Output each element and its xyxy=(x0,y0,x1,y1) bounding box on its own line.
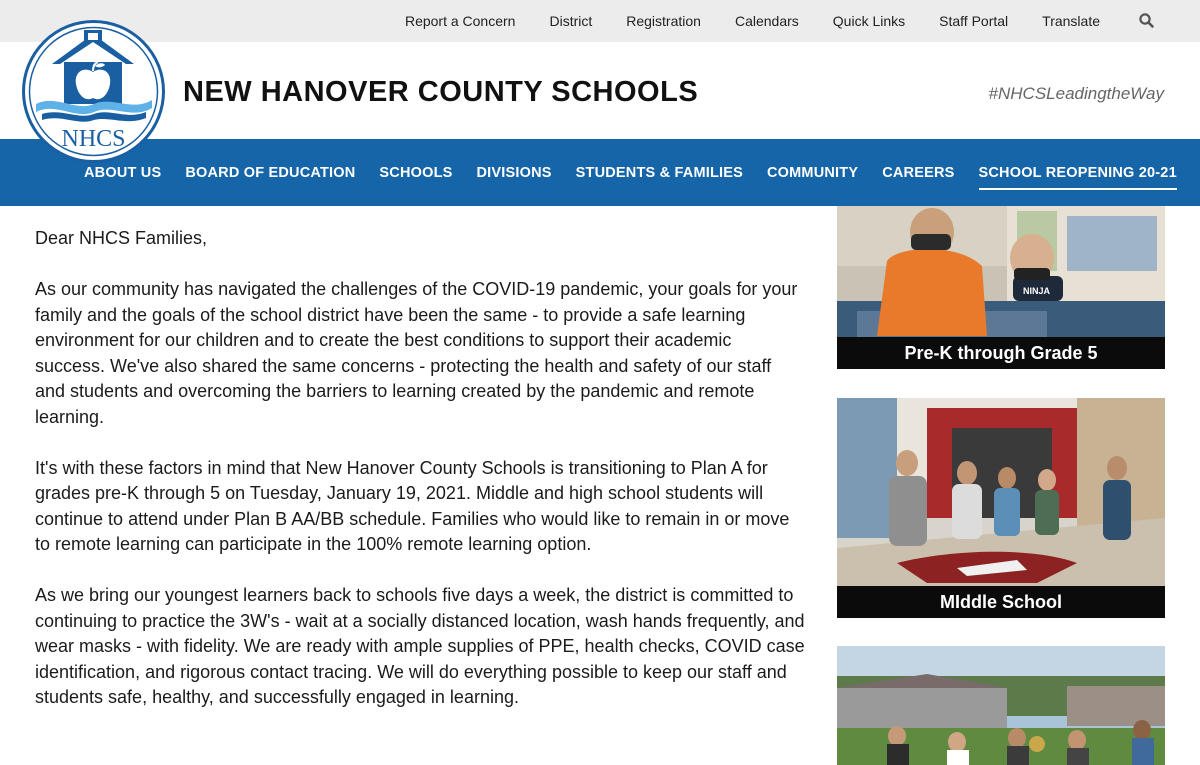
hashtag: #NHCSLeadingtheWay xyxy=(988,84,1164,103)
utility-link-registration[interactable]: Registration xyxy=(626,13,701,29)
card-high-school[interactable] xyxy=(837,646,1165,765)
nav-community[interactable]: COMMUNITY xyxy=(766,164,859,181)
utility-link-translate[interactable]: Translate xyxy=(1042,13,1100,29)
hallway-photo xyxy=(837,398,1165,618)
logo-text: NHCS xyxy=(61,126,126,152)
nav-divisions[interactable]: DIVISIONS xyxy=(476,164,552,181)
card-pre-k-grade-5[interactable] xyxy=(837,206,1165,369)
card-caption: Pre-K through Grade 5 xyxy=(837,337,1165,369)
letter-paragraph: As we bring our youngest learners back to schools five days a week, the district is committed to continuing to practice the 3W's - wait at a socially distanced location, wash hands frequently, and wear masks - with fidelity. We are ready with ample supplies of PPE, health checks, COVID case identification, and rigorous contact tracing. We will do everything possible to keep our staff and students safe, healthy, and successfully engaged in learning. xyxy=(35,585,805,707)
utility-link-quick-links[interactable]: Quick Links xyxy=(832,13,906,29)
main-nav xyxy=(0,139,1200,206)
letter-paragraph: It's with these factors in mind that New Hanover County Schools is transitioning to Plan A for grades pre-K through 5 on Tuesday, January 19, 2021. Middle and high school students will continue to attend under Plan B AA/BB schedule. Families who would like to remain in or move to remote learning can participate in the 100% remote learning option. xyxy=(35,457,790,554)
utility-bar xyxy=(0,0,1200,42)
search-icon[interactable] xyxy=(1138,12,1156,30)
utility-link-district[interactable]: District xyxy=(549,13,593,29)
letter-paragraph: As our community has navigated the challenges of the COVID-19 pandemic, your goals for your family and the goals of the school district have been the same - to provide a safe learning environment for our children and to create the best conditions to support their academic success. We've also shared the same concerns - protecting the health and safety of our staff and students and overcoming the barriers to learning created by the pandemic and remote learning. xyxy=(35,279,798,427)
nav-schools[interactable]: SCHOOLS xyxy=(379,164,453,181)
site-title[interactable]: NEW HANOVER COUNTY SCHOOLS xyxy=(183,76,699,108)
nav-school-reopening[interactable]: SCHOOL REOPENING 20-21 xyxy=(967,165,1189,181)
letter-greeting: Dear NHCS Families, xyxy=(35,228,208,248)
nav-board-of-education[interactable]: BOARD OF EDUCATION xyxy=(185,164,356,181)
nav-about-us[interactable]: ABOUT US xyxy=(84,164,162,181)
site-header xyxy=(0,42,1200,139)
letter-content xyxy=(35,226,805,736)
card-middle-school[interactable] xyxy=(837,398,1165,618)
utility-link-report-concern[interactable]: Report a Concern xyxy=(404,13,516,29)
card-caption: MIddle School xyxy=(837,586,1165,618)
nhcs-logo[interactable] xyxy=(22,20,165,163)
shirt-text: NINJA xyxy=(1023,286,1051,296)
utility-nav xyxy=(388,0,1154,42)
nav-students-families[interactable]: STUDENTS & FAMILIES xyxy=(575,164,743,181)
utility-link-calendars[interactable]: Calendars xyxy=(734,13,799,29)
utility-link-staff-portal[interactable]: Staff Portal xyxy=(939,13,1009,29)
nav-careers[interactable]: CAREERS xyxy=(882,164,955,181)
outdoor-band-photo xyxy=(837,646,1165,765)
